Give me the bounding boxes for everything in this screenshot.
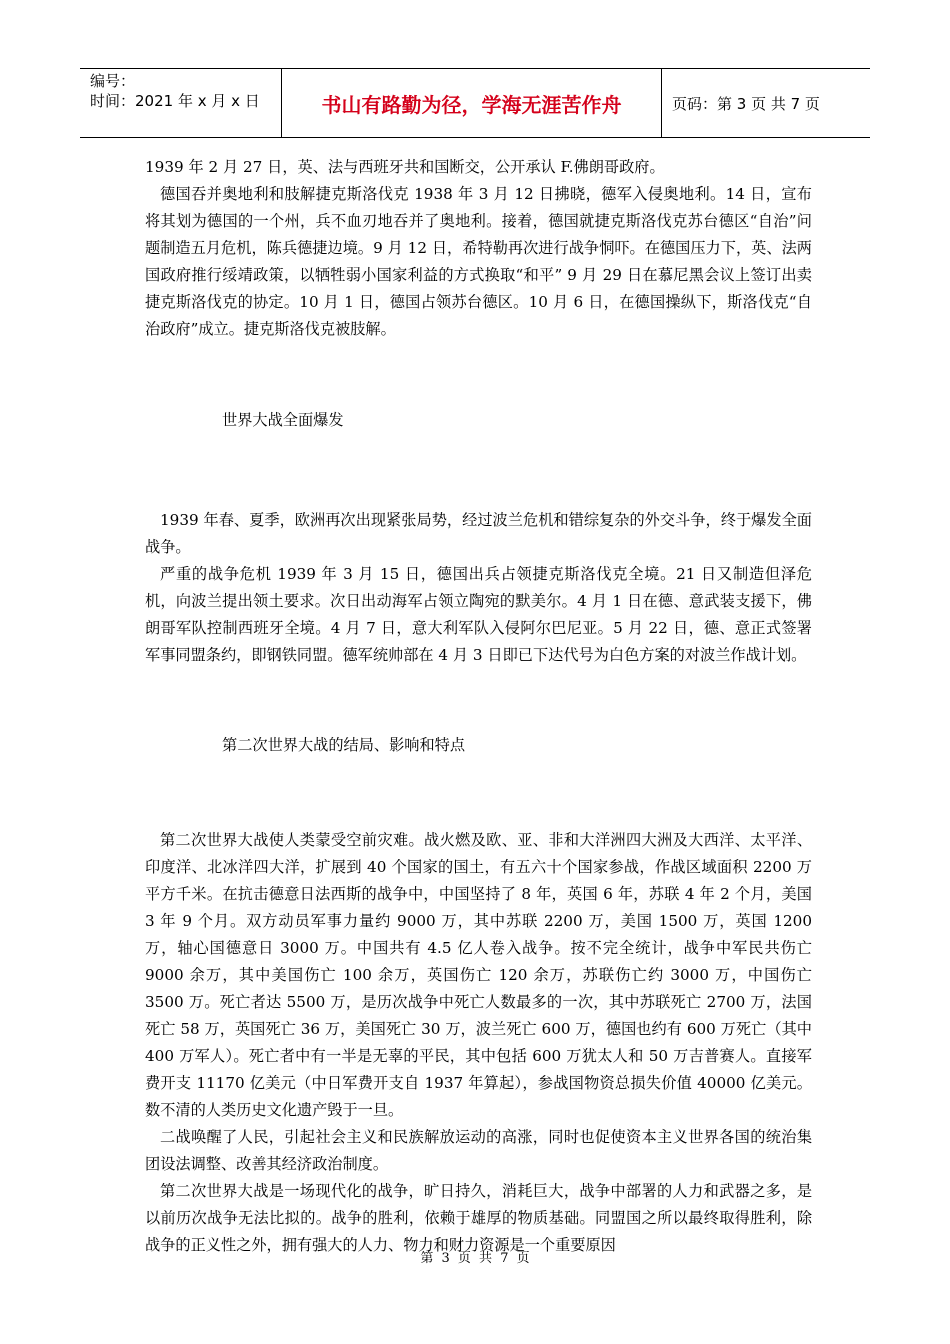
document-body	[145, 507, 812, 669]
document-body	[145, 827, 812, 1259]
header-motto-cell	[282, 69, 662, 137]
paragraph: 1939 年 2 月 27 日，英、法与西班牙共和国断交，公开承认 F.佛朗哥政府。	[145, 158, 665, 176]
section-heading: 第二次世界大战的结局、影响和特点	[222, 736, 465, 754]
document-body	[145, 154, 812, 343]
paragraph: 1939 年春、夏季，欧洲再次出现紧张局势，经过波兰危机和错综复杂的外交斗争，终于爆发全面战争。	[145, 511, 812, 556]
paragraph: 严重的战争危机 1939 年 3 月 15 日，德国出兵占领捷克斯洛伐克全境。21 日又制造但泽危机，向波兰提出领土要求。次日出动海军占领立陶宛的默美尔。4 月 1 日在德、意武装支援下，佛朗哥军队控制西班牙全境。4 月 7 日，意大利军队入侵阿尔巴尼亚。5 月 22 日，德、意正式签署军事同盟条约，即钢铁同盟。德军统帅部在 4 月 3 日即已下达代号为白色方案的对波兰作战计划。	[145, 565, 812, 664]
section-heading: 世界大战全面爆发	[222, 411, 344, 429]
document-number-label: 编号：	[90, 72, 136, 90]
page-header	[80, 68, 870, 138]
header-meta	[80, 69, 282, 137]
paragraph: 二战唤醒了人民，引起社会主义和民族解放运动的高涨，同时也促使资本主义世界各国的统治集团设法调整、改善其经济政治制度。	[145, 1128, 812, 1173]
page-footer: 第 3 页 共 7 页	[420, 1251, 530, 1266]
paragraph: 第二次世界大战是一场现代化的战争，旷日持久，消耗巨大，战争中部署的人力和武器之多，是以前历次战争无法比拟的。战争的胜利，依赖于雄厚的物质基础。同盟国之所以最终取得胜利，除战争的正义性之外，拥有强大的人力、物力和财力资源是一个重要原因	[145, 1182, 812, 1254]
paragraph: 德国吞并奥地利和肢解捷克斯洛伐克 1938 年 3 月 12 日拂晓，德军入侵奥地利。14 日，宣布将其划为德国的一个州，兵不血刃地吞并了奥地利。接着，德国就捷克斯洛伐克苏台德区“自治”问题制造五月危机，陈兵德捷边境。9 月 12 日，希特勒再次进行战争恫吓。在德国压力下，英、法两国政府推行绥靖政策，以牺牲弱小国家利益的方式换取“和平” 9 月 29 日在慕尼黑会议上签订出卖捷克斯洛伐克的协定。10 月 1 日，德国占领苏台德区。10 月 6 日，在德国操纵下，斯洛伐克“自治政府”成立。捷克斯洛伐克被肢解。	[145, 185, 812, 338]
header-motto: 书山有路勤为径，学海无涯苦作舟	[321, 92, 622, 117]
paragraph: 第二次世界大战使人类蒙受空前灾难。战火燃及欧、亚、非和大洋洲四大洲及大西洋、太平洋、印度洋、北冰洋四大洋，扩展到 40 个国家的国土，有五六十个国家参战，作战区域面积 2200 万平方千米。在抗击德意日法西斯的战争中，中国坚持了 8 年，英国 6 年，苏联 4 年 2 个月，美国 3 年 9 个月。双方动员军事力量约 9000 万，其中苏联 2200 万，美国 1500 万，英国 1200 万，轴心国德意日 3000 万。中国共有 4.5 亿人卷入战争。按不完全统计，战争中军民共伤亡 9000 余万，其中美国伤亡 100 余万，英国伤亡 120 余万，苏联伤亡约 3000 万，中国伤亡 3500 万。死亡者达 5500 万，是历次战争中死亡人数最多的一次，其中苏联死亡 2700 万，法国死亡 58 万，英国死亡 36 万，美国死亡 30 万，波兰死亡 600 万，德国也约有 600 万死亡（其中 400 万军人）。死亡者中有一半是无辜的平民，其中包括 600 万犹太人和 50 万吉普赛人。直接军费开支 11170 亿美元（中日军费开支自 1937 年算起），参战国物资总损失价值 40000 亿美元。数不清的人类历史文化遗产毁于一旦。	[145, 831, 812, 1119]
header-page-number: 页码：第 3 页 共 7 页	[672, 94, 820, 113]
header-page-cell	[662, 69, 870, 137]
document-date-label: 时间：2021 年 x 月 x 日	[90, 92, 260, 110]
